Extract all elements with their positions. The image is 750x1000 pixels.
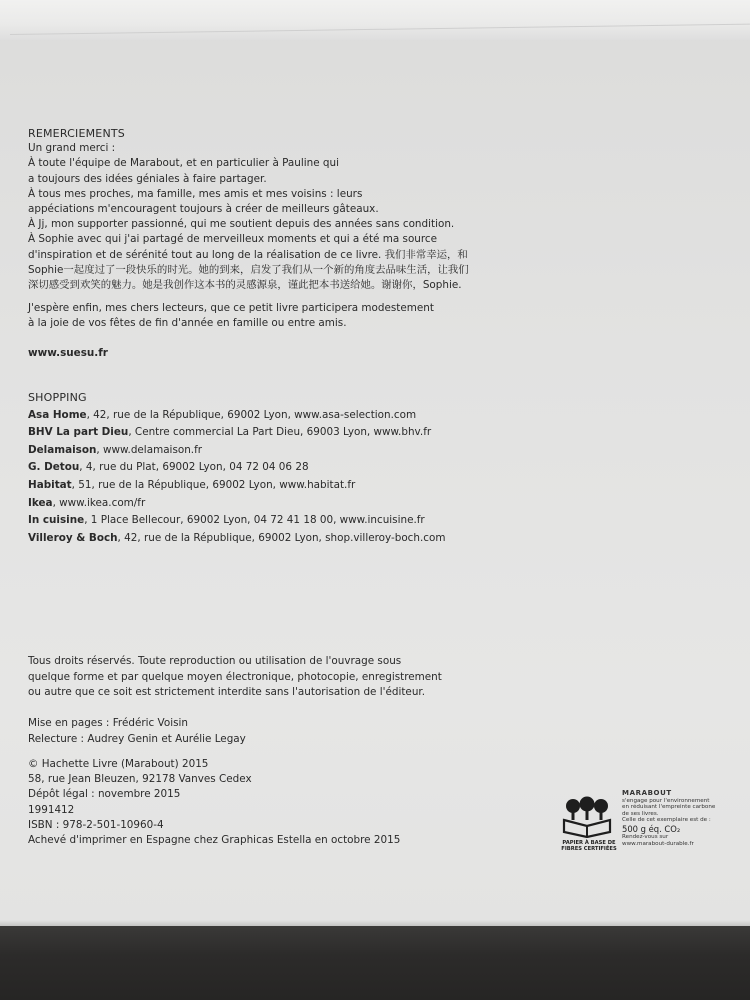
trees-book-icon <box>556 796 618 838</box>
shopping-heading: SHOPPING <box>28 391 87 404</box>
copyright-line: © Hachette Livre (Marabout) 2015 <box>28 758 209 770</box>
paper-label-line: FIBRES CERTIFIÉES <box>561 846 617 852</box>
acknowledgements-line: À Sophie avec qui j'ai partagé de merveilleux moments et qui a été ma source <box>28 233 438 246</box>
closing-line: J'espère enfin, mes chers lecteurs, que ce petit livre participera modestement <box>28 302 434 314</box>
acknowledgements-line: À toute l'équipe de Marabout, et en particulier à Pauline qui <box>28 157 340 170</box>
publisher-brand: MARABOUT <box>622 789 672 797</box>
shopping-entry <box>28 424 445 442</box>
shop-name: Asa Home <box>28 408 87 421</box>
shop-name: Habitat <box>28 478 72 491</box>
shop-detail: , Centre commercial La Part Dieu, 69003 Lyon, www.bhv.fr <box>128 426 432 439</box>
shopping-entry <box>28 530 445 548</box>
shop-name: G. Detou <box>28 461 80 474</box>
layout-credit: Mise en pages : Frédéric Voisin <box>28 717 188 729</box>
dark-background-strip <box>0 926 750 1000</box>
shopping-entry <box>28 442 445 460</box>
shopping-entry <box>28 477 445 495</box>
shop-detail: , www.delamaison.fr <box>96 443 203 456</box>
legal-section <box>28 757 400 848</box>
shopping-entry <box>28 512 445 530</box>
shopping-entry <box>28 459 445 477</box>
commit-line: en réduisant l'empreinte carbone <box>622 804 716 811</box>
shop-detail: , 51, rue de la République, 69002 Lyon, www.habitat.fr <box>71 478 356 491</box>
shopping-entry <box>28 407 445 425</box>
acknowledgements-line: Un grand merci : <box>28 142 116 155</box>
shop-detail: , 4, rue du Plat, 69002 Lyon, 04 72 04 06 28 <box>79 461 309 474</box>
shop-name: Villeroy & Boch <box>28 531 118 544</box>
acknowledgements-line: Sophie一起度过了一段快乐的时光。她的到来，启发了我们从一个新的角度去品味生活，让我们 <box>28 263 469 276</box>
paper-label-line: PAPIER À BASE DE <box>562 840 616 846</box>
legal-deposit: Dépôt légal : novembre 2015 <box>28 788 181 801</box>
acknowledgements-section <box>28 126 469 293</box>
website-section <box>28 346 108 361</box>
edition-number: 1991412 <box>28 803 75 816</box>
shop-name: In cuisine <box>28 514 85 527</box>
rights-line: Tous droits réservés. Toute reproduction ou utilisation de l'ouvrage sous <box>28 655 402 667</box>
page-top-edge <box>0 0 750 40</box>
shop-detail: , www.ikea.com/fr <box>52 496 146 509</box>
shop-detail: , 42, rue de la République, 69002 Lyon, www.asa-selection.com <box>86 408 417 421</box>
shop-detail: , 42, rue de la République, 69002 Lyon, shop.villeroy-boch.com <box>117 531 446 544</box>
commit-line: s'engage pour l'environnement <box>622 797 710 804</box>
shop-detail: , 1 Place Bellecour, 69002 Lyon, 04 72 41 18 00, www.incuisine.fr <box>84 514 425 527</box>
shop-name: Delamaison <box>28 443 97 456</box>
acknowledgements-line: a toujours des idées géniales à faire partager. <box>28 172 267 185</box>
website-link[interactable]: www.suesu.fr <box>28 347 108 359</box>
acknowledgements-line: À Jj, mon supporter passionné, qui me soutient depuis des années sans condition. <box>28 218 455 231</box>
certified-paper-label <box>556 840 622 852</box>
visit-line: Rendez-vous sur <box>622 833 669 840</box>
shop-name: Ikea <box>28 496 53 509</box>
acknowledgements-heading: REMERCIEMENTS <box>28 127 125 140</box>
commit-line: Celle de cet exemplaire est de : <box>622 817 711 824</box>
closing-paragraph <box>28 301 434 331</box>
credits-section <box>28 716 246 747</box>
shopping-entry <box>28 495 445 513</box>
shop-name: BHV La part Dieu <box>28 426 129 439</box>
publisher-address: 58, rue Jean Bleuzen, 92178 Vanves Cedex <box>28 773 252 786</box>
eco-website[interactable]: www.marabout-durable.fr <box>622 840 694 847</box>
printer-line: Achevé d'imprimer en Espagne chez Graphicas Estella en octobre 2015 <box>28 834 401 847</box>
rights-line: ou autre que ce soit est strictement interdite sans l'autorisation de l'éditeur. <box>28 686 426 699</box>
co2-amount: 500 g éq. CO₂ <box>622 823 681 834</box>
rights-notice <box>28 654 442 701</box>
acknowledgements-line: d'inspiration et de sérénité tout au long de la réalisation de ce livre. 我们非常幸运，和 <box>28 248 468 261</box>
isbn: ISBN : 978-2-501-10960-4 <box>28 818 164 831</box>
commit-line: de ses livres. <box>622 810 659 817</box>
shopping-section <box>28 389 445 547</box>
carbon-footprint-text <box>622 790 732 847</box>
acknowledgements-line: À tous mes proches, ma famille, mes amis et mes voisins : leurs <box>28 187 363 200</box>
proofreading-credit: Relecture : Audrey Genin et Aurélie Legay <box>28 732 246 745</box>
closing-line: à la joie de vos fêtes de fin d'année en famille ou entre amis. <box>28 317 347 330</box>
rights-line: quelque forme et par quelque moyen électronique, photocopie, enregistrement <box>28 670 442 683</box>
acknowledgements-line: appéciations m'encouragent toujours à créer de meilleurs gâteaux. <box>28 203 379 216</box>
eco-label <box>556 790 726 860</box>
acknowledgements-line: 深切感受到欢笑的魅力。她是我创作这本书的灵感源泉，谨此把本书送给她。谢谢你，Sophie. <box>28 279 462 292</box>
